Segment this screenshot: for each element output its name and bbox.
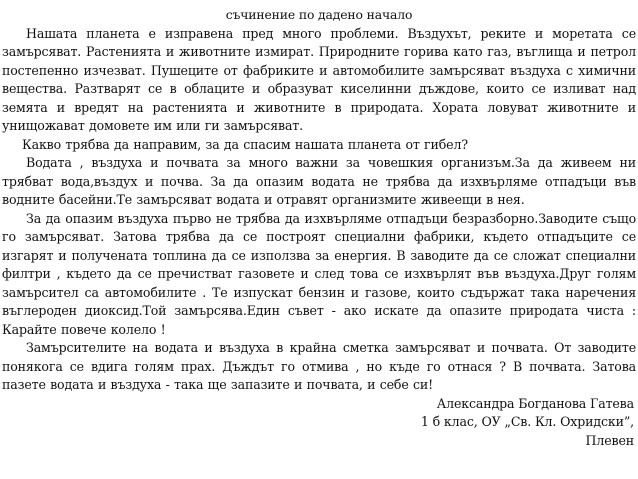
paragraph-water: Водата , въздуха и почвата за много важни за човешкия организъм.За да живеем ни трябват вода,въздух и почва. За да опазим водата не трябва да изхвърляме отпадъци във водните басейни.Те замърсяват водата и отравят организмите живеещи в нея.	[2, 155, 636, 207]
signature-author: Александра Богданова Гатева	[436, 395, 634, 411]
paragraph-intro: Нашата планета е изправена пред много проблеми. Въздухът, реките и моретата се замърсяват. Растенията и животните измират. Природните горива като газ, въглища и петрол постепенно изчезват. Пушеците от фабриките и автомобилите замърсяват въздуха с химични вещества. Разтварят се в облаците и образуват киселинни дъждове, които се изливат над земята и вредят на растенията и животните в природата. Хората ловуват животните и унищожават домовете им или ги замърсяват.	[2, 25, 636, 133]
paragraph-question: Какво трябва да направим, за да спасим нашата планета от гибел?	[22, 136, 468, 152]
paragraph-air: За да опазим въздуха първо не трябва да изхвърляме отпадъци безразборно.Заводите също го замърсяват. Затова трябва да се построят специални фабрики, където отпадъците се изгарят и получената топлина да се използва за енергия. В заводите да се сложат специални филтри , където да се пречистват газовете и след това се изхвърлят във въздуха.Друг голям замърсител са автомобилите . Те изпускат бензин и газове, които съдържат така наречения въглероден диоксид.Той замърсява.Един съвет - ако искате да опазите природата чиста : Карайте повече колело !	[2, 210, 636, 337]
essay-title: съчинение по дадено начало	[225, 7, 413, 22]
signature-city: Плевен	[585, 432, 634, 448]
signature-block	[2, 395, 636, 451]
paragraph-soil: Замърсителите на водата и въздуха в крайна сметка замърсяват и почвата. От заводите понякога се вдига голям прах. Дъждът го отмива , но къде го отнася ? В почвата. Затова пазете водата и въздуха - така ще запазите и почвата, и себе си!	[2, 340, 636, 392]
signature-class-school: 1 б клас, ОУ „Св. Кл. Охридски”,	[420, 414, 634, 429]
